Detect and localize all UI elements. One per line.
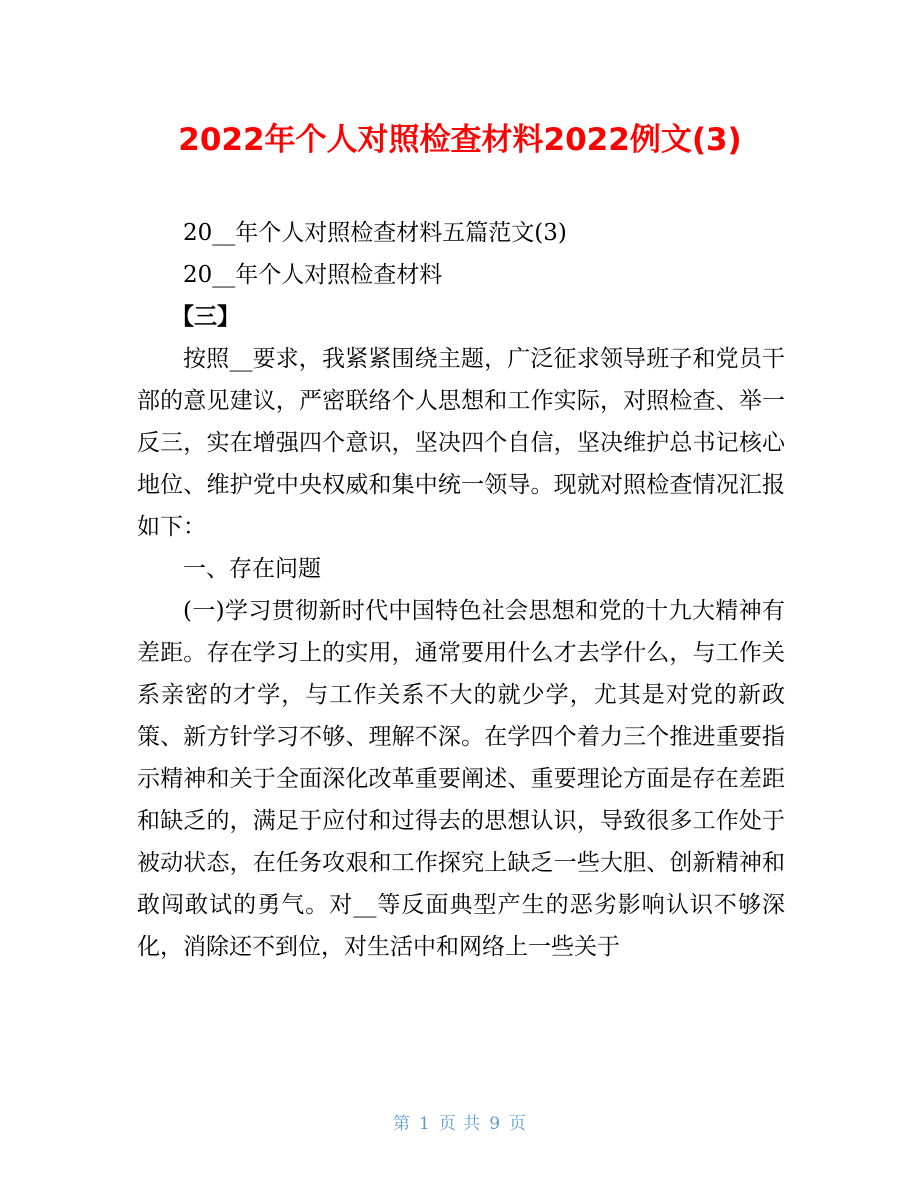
section-marker: 【三】: [171, 303, 240, 330]
footer-total-pages: 9: [489, 1114, 502, 1134]
footer-page-number: 1: [418, 1114, 431, 1134]
document-title: 2022年个人对照检查材料2022例文(3): [178, 122, 742, 158]
paragraph-issues: (一)学习贯彻新时代中国特色社会思想和党的十九大精神有差距。存在学习上的实用，通常要用什么才去学什么，与工作关系亲密的才学，与工作关系不大的就少学，尤其是对党的新政策、新方针学习不够、理解不深。在学四个着力三个推进重要指示精神和关于全面深化改革重要阐述、重要理论方面是存在差距和缺乏的，满足于应付和过得去的思想认识，导致很多工作处于被动状态，在任务攻艰和工作探究上缺乏一些大胆、创新精神和敢闯敢试的勇气。对__等反面典型产生的恶劣影响认识不够深化，消除还不到位，对生活中和网络上一些关于: [137, 598, 785, 960]
footer-prefix: 第: [392, 1114, 411, 1134]
subtitle-line-1: 20__年个人对照检查材料五篇范文(3): [183, 220, 567, 246]
document-body: [137, 212, 785, 968]
subtitle-line-2: 20__年个人对照检查材料: [183, 262, 443, 288]
section-heading: 一、存在问题: [183, 556, 321, 582]
footer-mid: 页 共: [438, 1114, 482, 1134]
page-footer: [0, 1112, 920, 1136]
paragraph-intro: 按照__要求，我紧紧围绕主题，广泛征求领导班子和党员干部的意见建议，严密联络个人思想和工作实际，对照检查、举一反三，实在增强四个意识，坚决四个自信，坚决维护总书记核心地位、维护党中央权威和集中统一领导。现就对照检查情况汇报如下：: [137, 346, 785, 540]
footer-suffix: 页: [509, 1114, 528, 1134]
